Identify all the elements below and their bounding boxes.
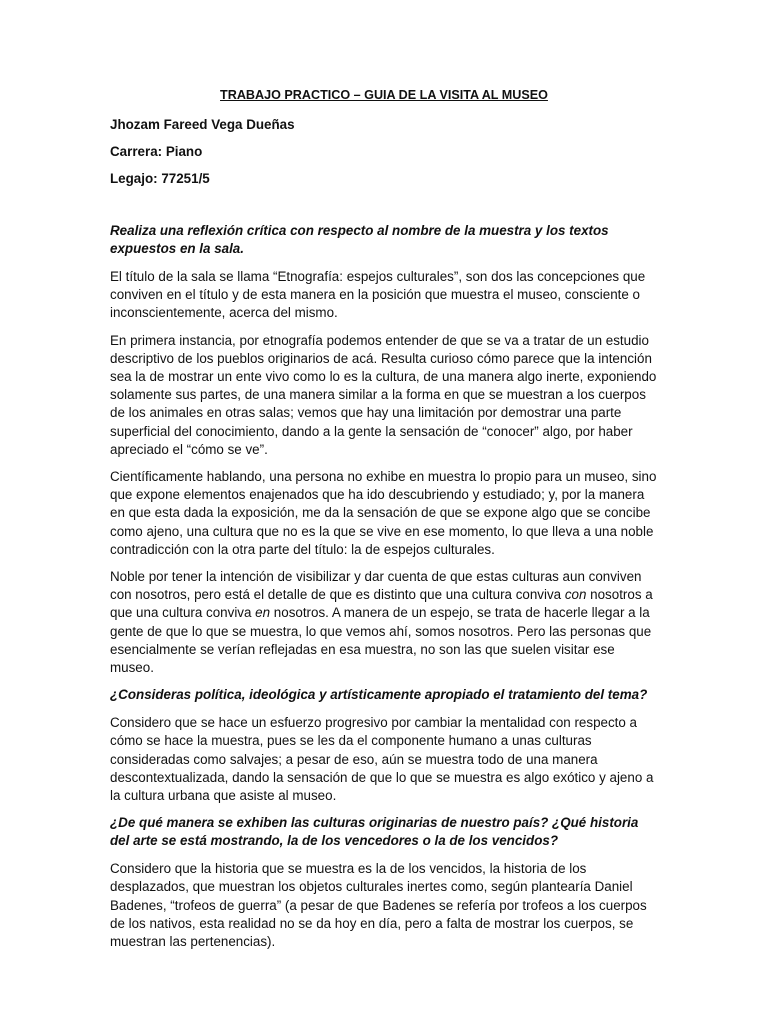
question-1: Realiza una reflexión crítica con respecto al nombre de la muestra y los textos expuestos en la sala. bbox=[110, 223, 609, 256]
paragraph-3: Científicamente hablando, una persona no exhibe en muestra lo propio para un museo, sino que expone elementos enajenados que ha ido descubriendo y estudiado; y, por la manera en que esta dada la exposición, me da la sensación de que se expone algo que se concibe como ajeno, una cultura que no es la que se vive en ese momento, lo que lleva a una noble contradicción con la otra parte del título: la de espejos culturales. bbox=[110, 469, 657, 557]
question-2: ¿Consideras política, ideológica y artísticamente apropiado el tratamiento del tema? bbox=[110, 687, 648, 703]
document-title: TRABAJO PRACTICO – GUIA DE LA VISITA AL MUSEO bbox=[220, 88, 548, 102]
career-line: Carrera: Piano bbox=[110, 144, 203, 159]
paragraph-4-emphasis-en: en bbox=[255, 605, 271, 621]
paragraph-4-part-b: nosotros a que una cultura conviva bbox=[110, 587, 653, 621]
paragraph-4-emphasis-con: con bbox=[564, 587, 587, 603]
paragraph-1: El título de la sala se llama “Etnografía: espejos culturales”, son dos las concepciones que conviven en el título y de esta manera en la posición que muestra el museo, consciente o inconscientemente, acerca del mismo. bbox=[110, 269, 646, 321]
author-name: Jhozam Fareed Vega Dueñas bbox=[110, 117, 295, 132]
paragraph-5: Considero que se hace un esfuerzo progresivo por cambiar la mentalidad con respecto a cómo se hace la muestra, pues se les da el componente humano a unas culturas consideradas como salvajes; a pesar de eso, aún se muestra todo de una manera descontextualizada, dando la sensación de que lo que se muestra es algo exótico y ajeno a la cultura urbana que asiste al museo. bbox=[110, 715, 654, 804]
paragraph-4-part-c: nosotros. A manera de un espejo, se trata de hacerle llegar a la gente de que lo que se muestra, lo que vemos ahí, somos nosotros. Pero las personas que esencialmente se verían reflejadas en esa muestra, no son las que suelen visitar ese museo. bbox=[110, 605, 652, 676]
paragraph-2: En primera instancia, por etnografía podemos entender de que se va a tratar de un estudio descriptivo de los pueblos originarios de acá. Resulta curioso cómo parece que la intención sea la de mostrar un ente vivo como lo es la cultura, de una manera algo inerte, exponiendo solamente sus partes, de una manera similar a la forma en que se muestran a los cuerpos de los animales en otras salas; vemos que hay una limitación por demostrar una parte superficial del conocimiento, dando a la gente la sensación de “conocer” algo, por haber apreciado el “cómo se ve”. bbox=[110, 332, 657, 457]
paragraph-4 bbox=[110, 568, 658, 677]
question-3: ¿De qué manera se exhiben las culturas originarias de nuestro país? ¿Qué historia del arte se está mostrando, la de los vencedores o la de los vencidos? bbox=[110, 815, 639, 849]
paragraph-4-part-a: Noble por tener la intención de visibilizar y dar cuenta de que estas culturas aun conviven con nosotros, pero está el detalle de que es distinto que una cultura conviva bbox=[110, 569, 642, 603]
paragraph-6: Considero que la historia que se muestra es la de los vencidos, la historia de los desplazados, que muestran los objetos culturales inertes como, según plantearía Daniel Badenes, “trofeos de guerra” (a pesar de que Badenes se refería por trofeos a los cuerpos de los nativos, esta realidad no se da hoy en día, pero a falta de mostrar los cuerpos, se muestran las pertenencias). bbox=[110, 861, 647, 950]
legajo-line: Legajo: 77251/5 bbox=[110, 171, 210, 186]
